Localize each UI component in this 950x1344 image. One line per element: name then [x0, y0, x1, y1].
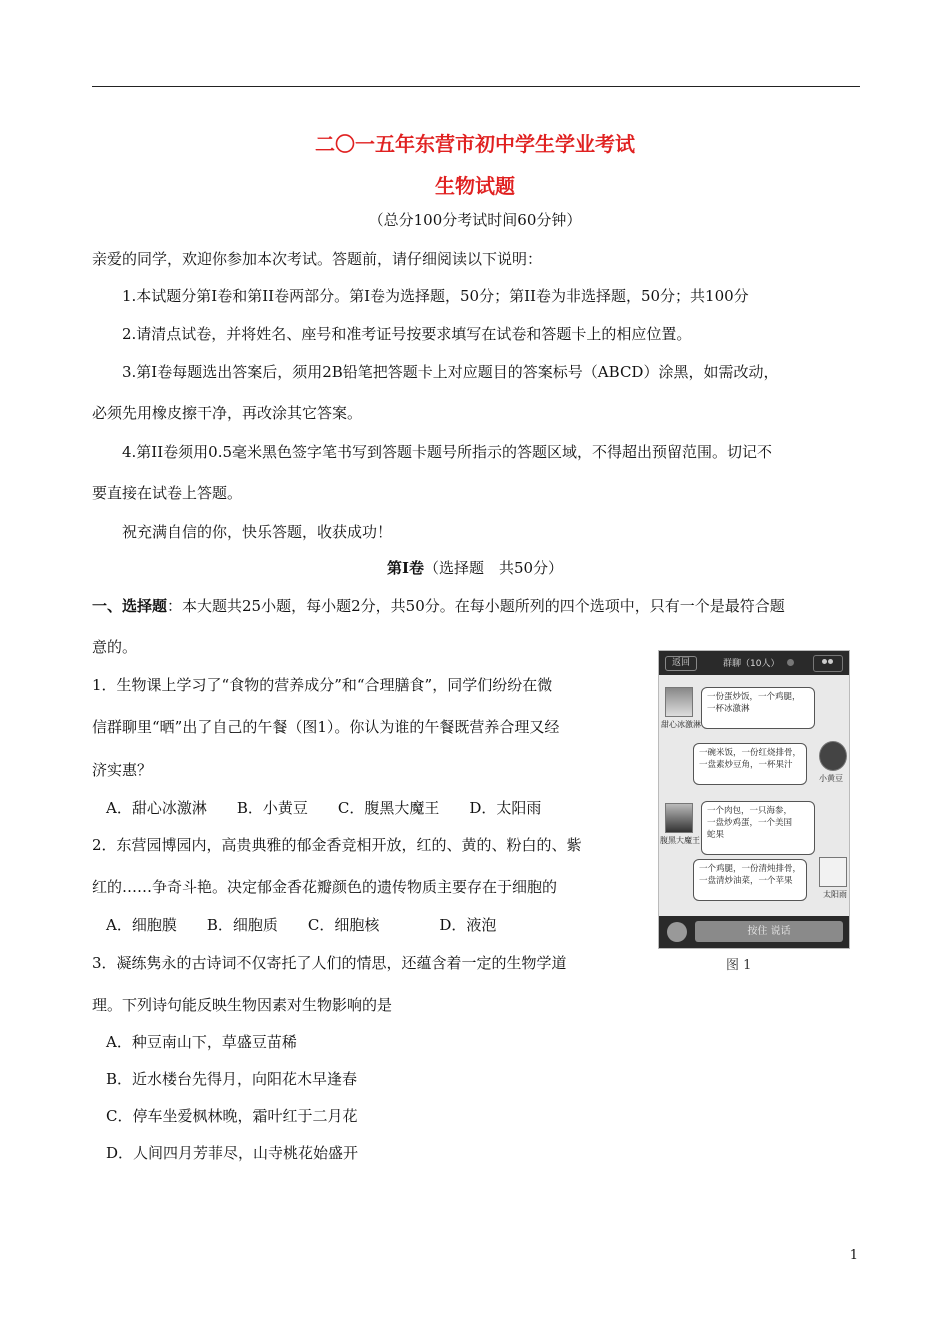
- avatar: [819, 857, 847, 887]
- group-members-icon: [813, 655, 843, 672]
- question-1-options: A．甜心冰激淋 B．小黄豆 C．腹黑大魔王 D．太阳雨: [106, 799, 542, 817]
- chat-bubble: [701, 801, 815, 855]
- section-instruction-cont: 意的。: [92, 638, 138, 656]
- section-heading-label: 第Ⅰ卷: [386, 559, 424, 577]
- section-heading-note: （选择题 共50分）: [423, 559, 564, 577]
- chat-message-line: 一碗米饭，一份红烧排骨，: [699, 748, 802, 758]
- chat-user-name: 太阳雨: [823, 890, 847, 899]
- chat-user-name: 小黄豆: [819, 774, 843, 783]
- chat-message-line: 一份蛋炒饭，一个鸡腿，: [707, 692, 801, 702]
- exam-title: 二〇一五年东营市初中学生学业考试: [315, 132, 635, 156]
- chat-message-line: 一盘清炒油菜，一个苹果: [699, 876, 793, 886]
- avatar: [819, 741, 847, 771]
- hold-to-talk-button: 按住 说话: [695, 921, 843, 942]
- section-instruction: [92, 596, 785, 616]
- chat-message-line: 一盘素炒豆角，一杯果汁: [699, 760, 793, 770]
- chat-bubble: [693, 859, 807, 901]
- question-1: 1．生物课上学习了“食物的营养成分”和“合理膳食”，同学们纷纷在微: [92, 676, 553, 694]
- section-instruction-label: 一、选择题: [92, 597, 168, 615]
- top-rule: [92, 86, 860, 87]
- question-3-option-b: B．近水楼台先得月，向阳花木早逢春: [106, 1070, 358, 1088]
- question-1-cont: 信群聊里“晒”出了自己的午餐（图1）。你认为谁的午餐既营养合理又经: [92, 718, 560, 736]
- good-luck-message: 祝充满自信的你，快乐答题，收获成功！: [122, 523, 393, 541]
- figure-1-chat: [658, 650, 850, 949]
- section-heading: [0, 558, 950, 578]
- instruction-1: 1.本试题分第Ⅰ卷和第II卷两部分。第Ⅰ卷为选择题，50分；第II卷为非选择题，50分；共100分: [122, 287, 749, 305]
- instruction-3-cont: 必须先用橡皮擦干净，再改涂其它答案。: [92, 404, 363, 422]
- question-3-option-d: D．人间四月芳菲尽，山寺桃花始盛开: [106, 1144, 359, 1162]
- question-3-option-a: A．种豆南山下，草盛豆苗稀: [106, 1033, 297, 1051]
- question-2: 2．东营园博园内，高贵典雅的郁金香竞相开放，红的、黄的、粉白的、紫: [92, 836, 582, 854]
- chat-message-line: 一盘炒鸡蛋，一个美国: [707, 818, 793, 828]
- chat-message-line: 一个鸡腿，一份清炖排骨，: [699, 864, 802, 874]
- instruction-2: 2.请清点试卷，并将姓名、座号和准考证号按要求填写在试卷和答题卡上的相应位置。: [122, 325, 692, 343]
- question-3-option-c: C．停车坐爱枫林晚，霜叶红于二月花: [106, 1107, 358, 1125]
- instruction-4: 4.第II卷须用0.5毫米黑色签字笔书写到答题卡题号所指示的答题区域，不得超出预留范围。切记不: [122, 443, 773, 461]
- question-3: 3．凝练隽永的古诗词不仅寄托了人们的情思，还蕴含着一定的生物学道: [92, 954, 567, 972]
- question-1-cont-2: 济实惠？: [92, 761, 153, 779]
- chat-user-name: 甜心冰激淋: [661, 720, 701, 729]
- chat-group-title: 群聊（10人）: [723, 659, 780, 669]
- exam-subtitle: 生物试题: [435, 174, 515, 198]
- chat-user-name: 腹黑大魔王: [660, 836, 700, 845]
- chat-bubble: [701, 687, 815, 729]
- avatar: [665, 687, 693, 717]
- avatar: [665, 803, 693, 833]
- chat-message-line: 蛇果: [707, 830, 725, 840]
- question-3-cont: 理。下列诗句能反映生物因素对生物影响的是: [92, 996, 393, 1014]
- chat-top-bar: [659, 651, 849, 675]
- chat-bottom-bar: [659, 916, 849, 948]
- chat-message-line: 一个肉包，一只海参，: [707, 806, 793, 816]
- instruction-4-cont: 要直接在试卷上答题。: [92, 484, 243, 502]
- question-2-options: A．细胞膜 B．细胞质 C．细胞核 D．液泡: [106, 916, 497, 934]
- chat-bubble: [693, 743, 807, 785]
- chat-plus-icon: [667, 922, 687, 942]
- page-number: 1: [849, 1248, 858, 1263]
- intro-greeting: 亲爱的同学，欢迎你参加本次考试。答题前，请仔细阅读以下说明：: [92, 250, 543, 268]
- question-2-cont: 红的……争奇斗艳。决定郁金香花瓣颜色的遗传物质主要存在于细胞的: [92, 878, 558, 896]
- score-note: （总分100分考试时间60分钟）: [368, 211, 582, 229]
- figure-caption: 图 1: [726, 958, 752, 973]
- section-instruction-text: ：本大题共25小题，每小题2分，共50分。在每小题所列的四个选项中，只有一个是最符合题: [167, 597, 785, 615]
- chat-status-icon: [787, 659, 794, 666]
- chat-back-button: 返回: [665, 656, 697, 671]
- instruction-3: 3.第Ⅰ卷每题选出答案后，须用2B铅笔把答题卡上对应题目的答案标号（ABCD）涂黑，如需改动，: [122, 363, 779, 381]
- chat-message-line: 一杯冰激淋: [707, 704, 750, 714]
